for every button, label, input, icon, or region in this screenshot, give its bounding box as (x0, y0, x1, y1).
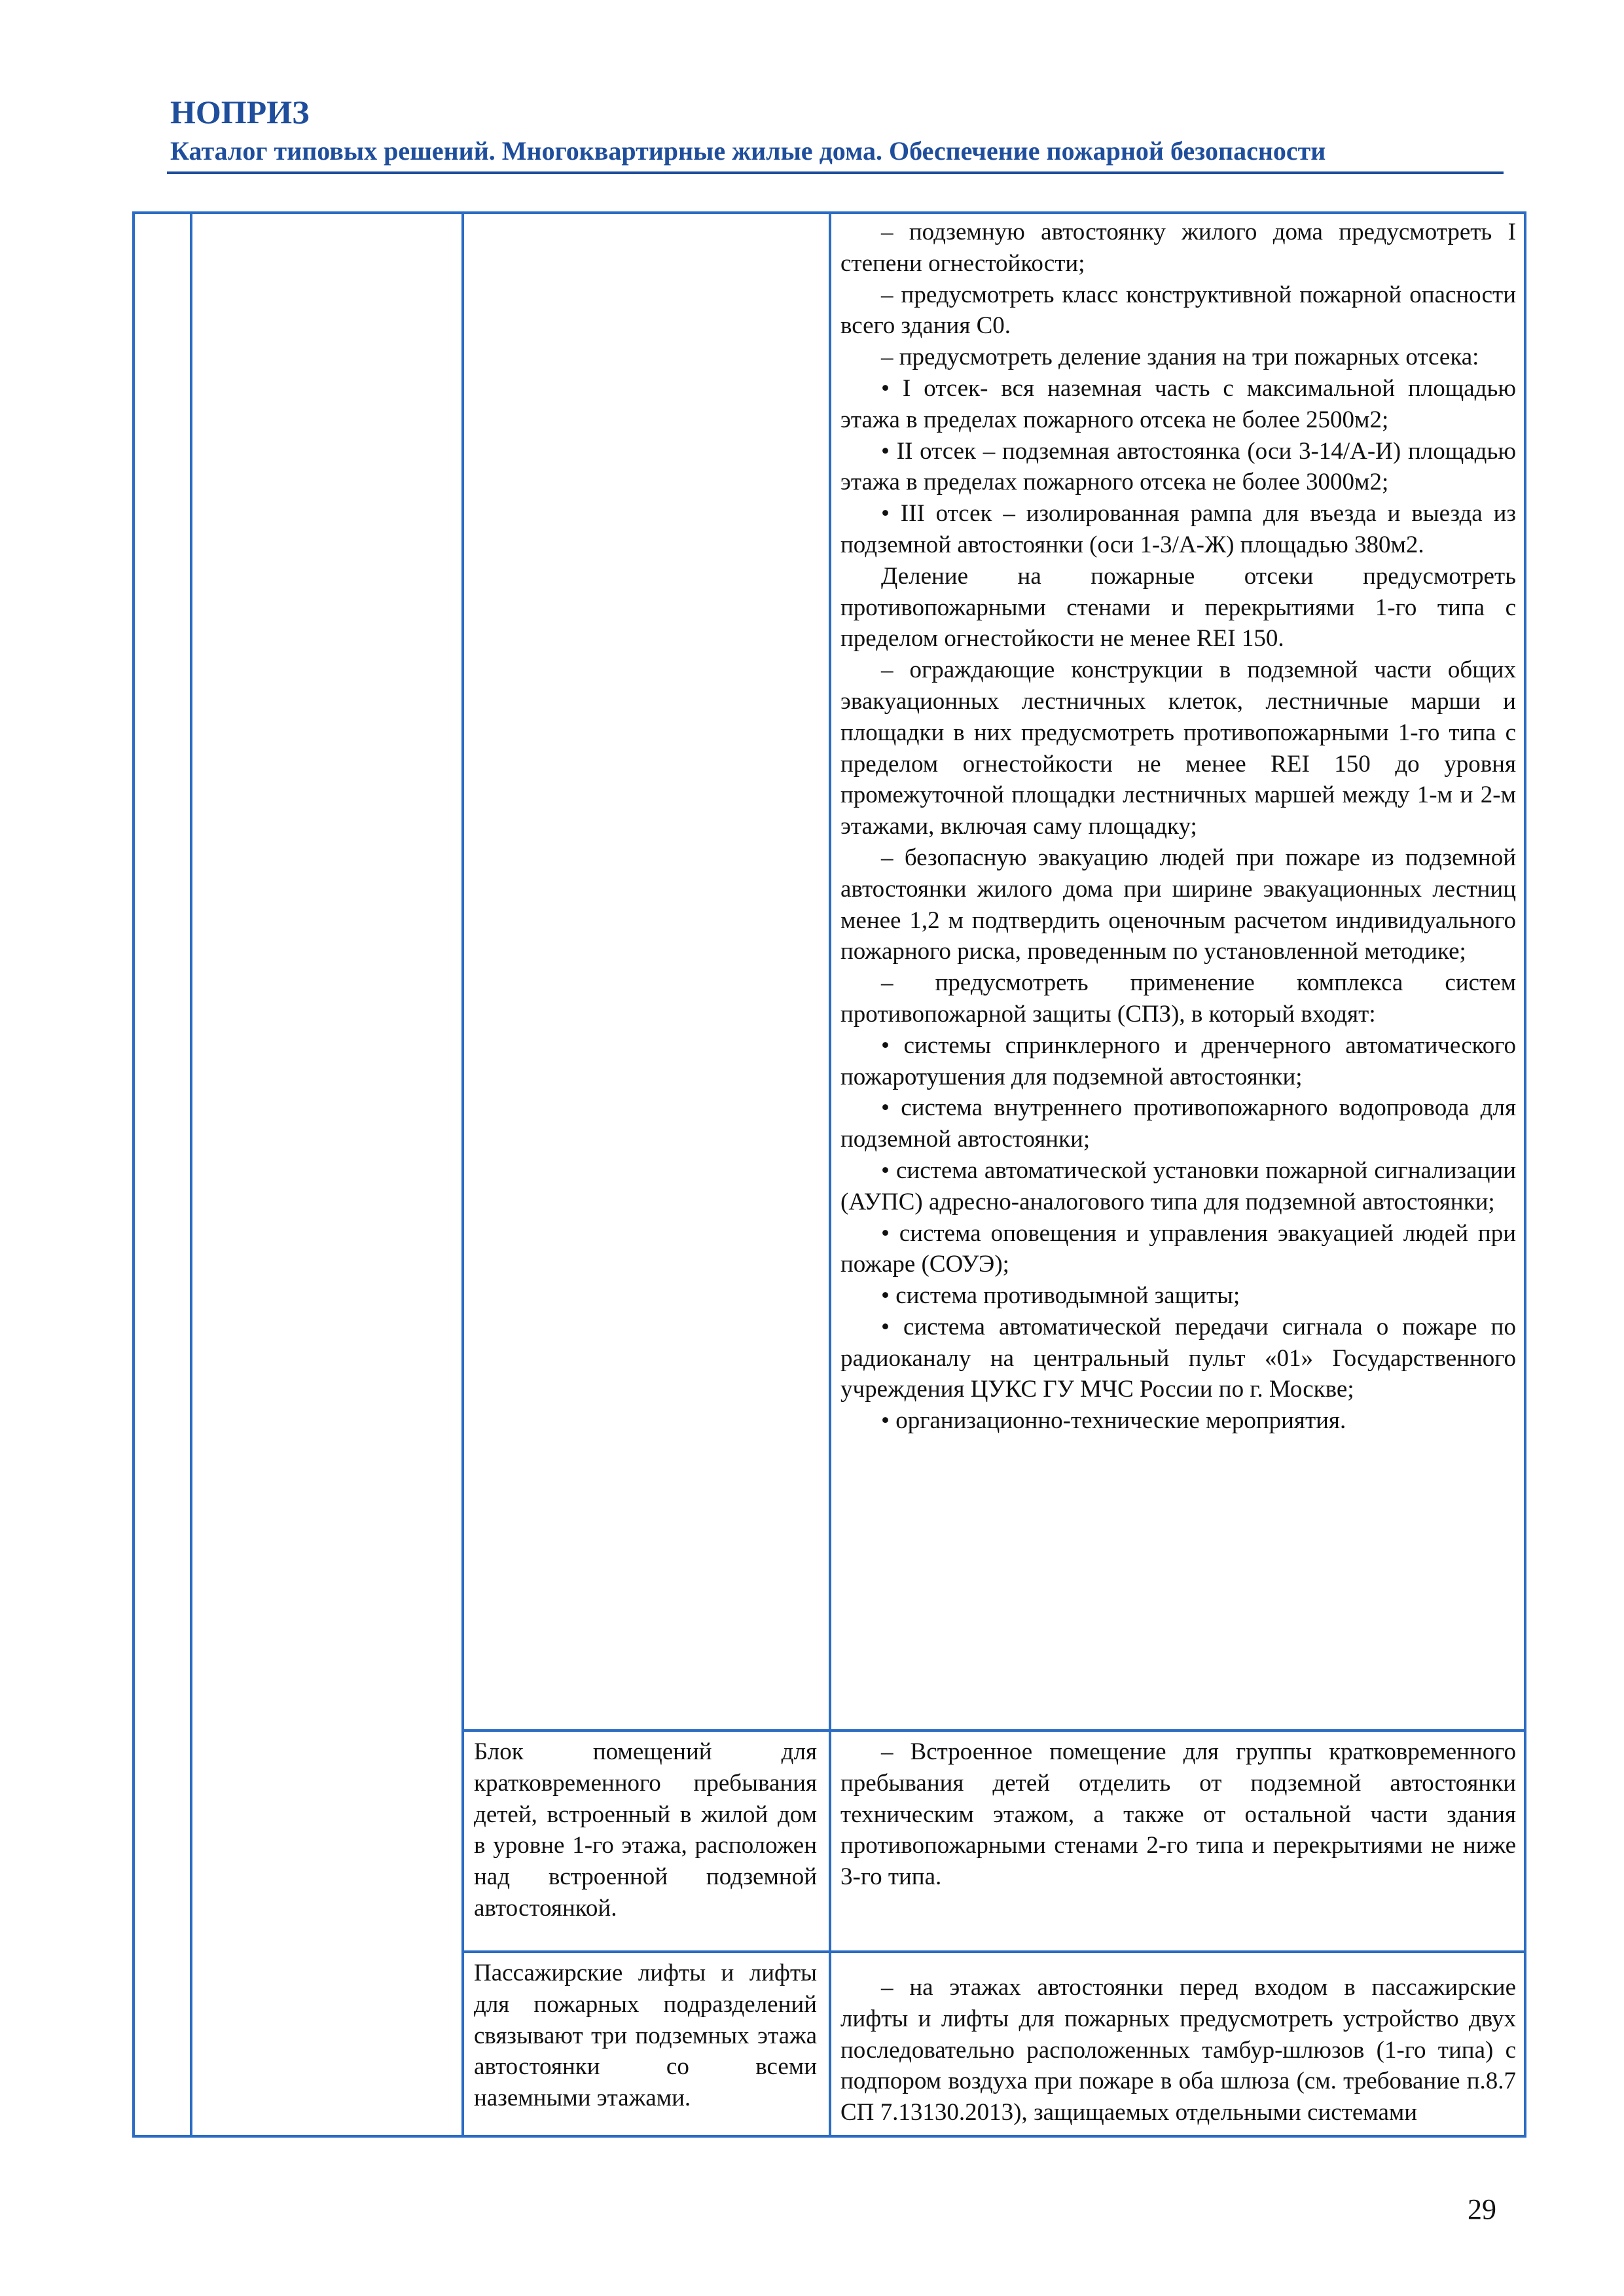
requirement-bullet: • организационно-технические мероприятия. (881, 1407, 1346, 1435)
requirement-paragraph: – предусмотреть применение комплекса систем противопожарной защиты (СПЗ), в который входят: (840, 969, 1516, 1028)
requirement-bullet: • II отсек – подземная автостоянка (оси 3-14/А-И) площадью этажа в пределах пожарного отсека не более 3000м2; (840, 437, 1516, 496)
requirement-bullet: • системы спринклерного и дренчерного автоматического пожаротушения для подземной автостоянки; (840, 1031, 1516, 1090)
row1-requirements-cell (840, 217, 1516, 1437)
requirement-paragraph: – предусмотреть деление здания на три пожарных отсека: (881, 344, 1479, 371)
requirement-paragraph: – подземную автостоянку жилого дома предусмотреть I степени огнестойкости; (840, 219, 1516, 277)
page-number: 29 (1468, 2193, 1496, 2225)
table-col-divider-3 (829, 211, 831, 2138)
table-border-top (132, 211, 1526, 214)
organization-name: НОПРИЗ (170, 94, 310, 130)
requirement-bullet: • III отсек – изолированная рампа для въезда и выезда из подземной автостоянки (оси 1-3/А-Ж) площадью 380м2. (840, 500, 1516, 558)
table-border-right (1524, 211, 1526, 2138)
row2-description-cell (474, 1736, 817, 1924)
requirements-table (132, 211, 1526, 2138)
requirement-bullet: • система автоматической установки пожарной сигнализации (АУПС) адресно-аналогового типа для подземной автостоянки; (840, 1157, 1516, 1215)
requirement-paragraph: Деление на пожарные отсеки предусмотреть противопожарными стенами и перекрытиями 1-го типа с пределом огнестойкости не менее REI 150. (840, 562, 1516, 653)
requirement-bullet: • I отсек- вся наземная часть с максимальной площадью этажа в пределах пожарного отсека не более 2500м2; (840, 374, 1516, 433)
requirement-paragraph: – на этажах автостоянки перед входом в пассажирские лифты и лифты для пожарных предусмотреть устройство двух последовательно расположенных тамбур-шлюзов (1-го типа) с подпором воздуха при пожаре в оба шлюза (см. требование п.8.7 СП 7.13130.2013), защищаемых отдельными системами (840, 1974, 1516, 2126)
requirement-paragraph: – ограждающие конструкции в подземной части общих эвакуационных лестничных клеток, лестничные марши и площадки в них предусмотреть противопожарными 1-го типа с пределом огнестойкости не менее REI 150 до уровня промежуточной площадки лестничных маршей между 1-м и 2-м этажами, включая саму площадку; (840, 656, 1516, 840)
description-paragraph: Блок помещений для кратковременного пребывания детей, встроенный в жилой дом в уровне 1-го этажа, расположен над встроенной подземной автостоянкой. (474, 1738, 817, 1922)
table-row-divider-2 (461, 1950, 1526, 1953)
description-paragraph: Пассажирские лифты и лифты для пожарных подразделений связывают три подземных этажа автостоянки со всеми наземными этажами. (474, 1960, 817, 2112)
requirement-paragraph: – предусмотреть класс конструктивной пожарной опасности всего здания С0. (840, 281, 1516, 340)
document-subtitle: Каталог типовых решений. Многоквартирные жилые дома. Обеспечение пожарной безопасности (170, 136, 1326, 166)
row3-requirements-cell (840, 1972, 1516, 2134)
row3-description-cell (474, 1958, 817, 2114)
requirement-paragraph: – безопасную эвакуацию людей при пожаре из подземной автостоянки жилого дома при ширине эвакуационных лестниц менее 1,2 м подтвердить оценочным расчетом индивидуального пожарного риска, проведенным по установленной методике; (840, 844, 1516, 965)
requirement-bullet: • система внутреннего противопожарного водопровода для подземной автостоянки; (840, 1094, 1516, 1153)
table-border-bottom (132, 2135, 1526, 2138)
requirement-paragraph: – Встроенное помещение для группы кратковременного пребывания детей отделить от подземной автостоянки техническим этажом, а также от остальной части здания противопожарными стенами 2-го типа и перекрытиями не ниже 3-го типа. (840, 1738, 1516, 1891)
row2-requirements-cell (840, 1736, 1516, 1893)
header-rule (167, 171, 1504, 174)
requirement-bullet: • система оповещения и управления эвакуацией людей при пожаре (СОУЭ); (840, 1219, 1516, 1278)
table-col-divider-1 (190, 211, 192, 2138)
requirement-bullet: • система противодымной защиты; (881, 1282, 1240, 1310)
requirement-bullet: • система автоматической передачи сигнала о пожаре по радиоканалу на центральный пульт «01» Государственного учреждения ЦУКС ГУ МЧС России по г. Москве; (840, 1313, 1516, 1403)
table-border-left (132, 211, 135, 2138)
table-col-divider-2 (461, 211, 464, 2138)
page-header (170, 92, 1506, 170)
table-row-divider-1 (461, 1729, 1526, 1732)
